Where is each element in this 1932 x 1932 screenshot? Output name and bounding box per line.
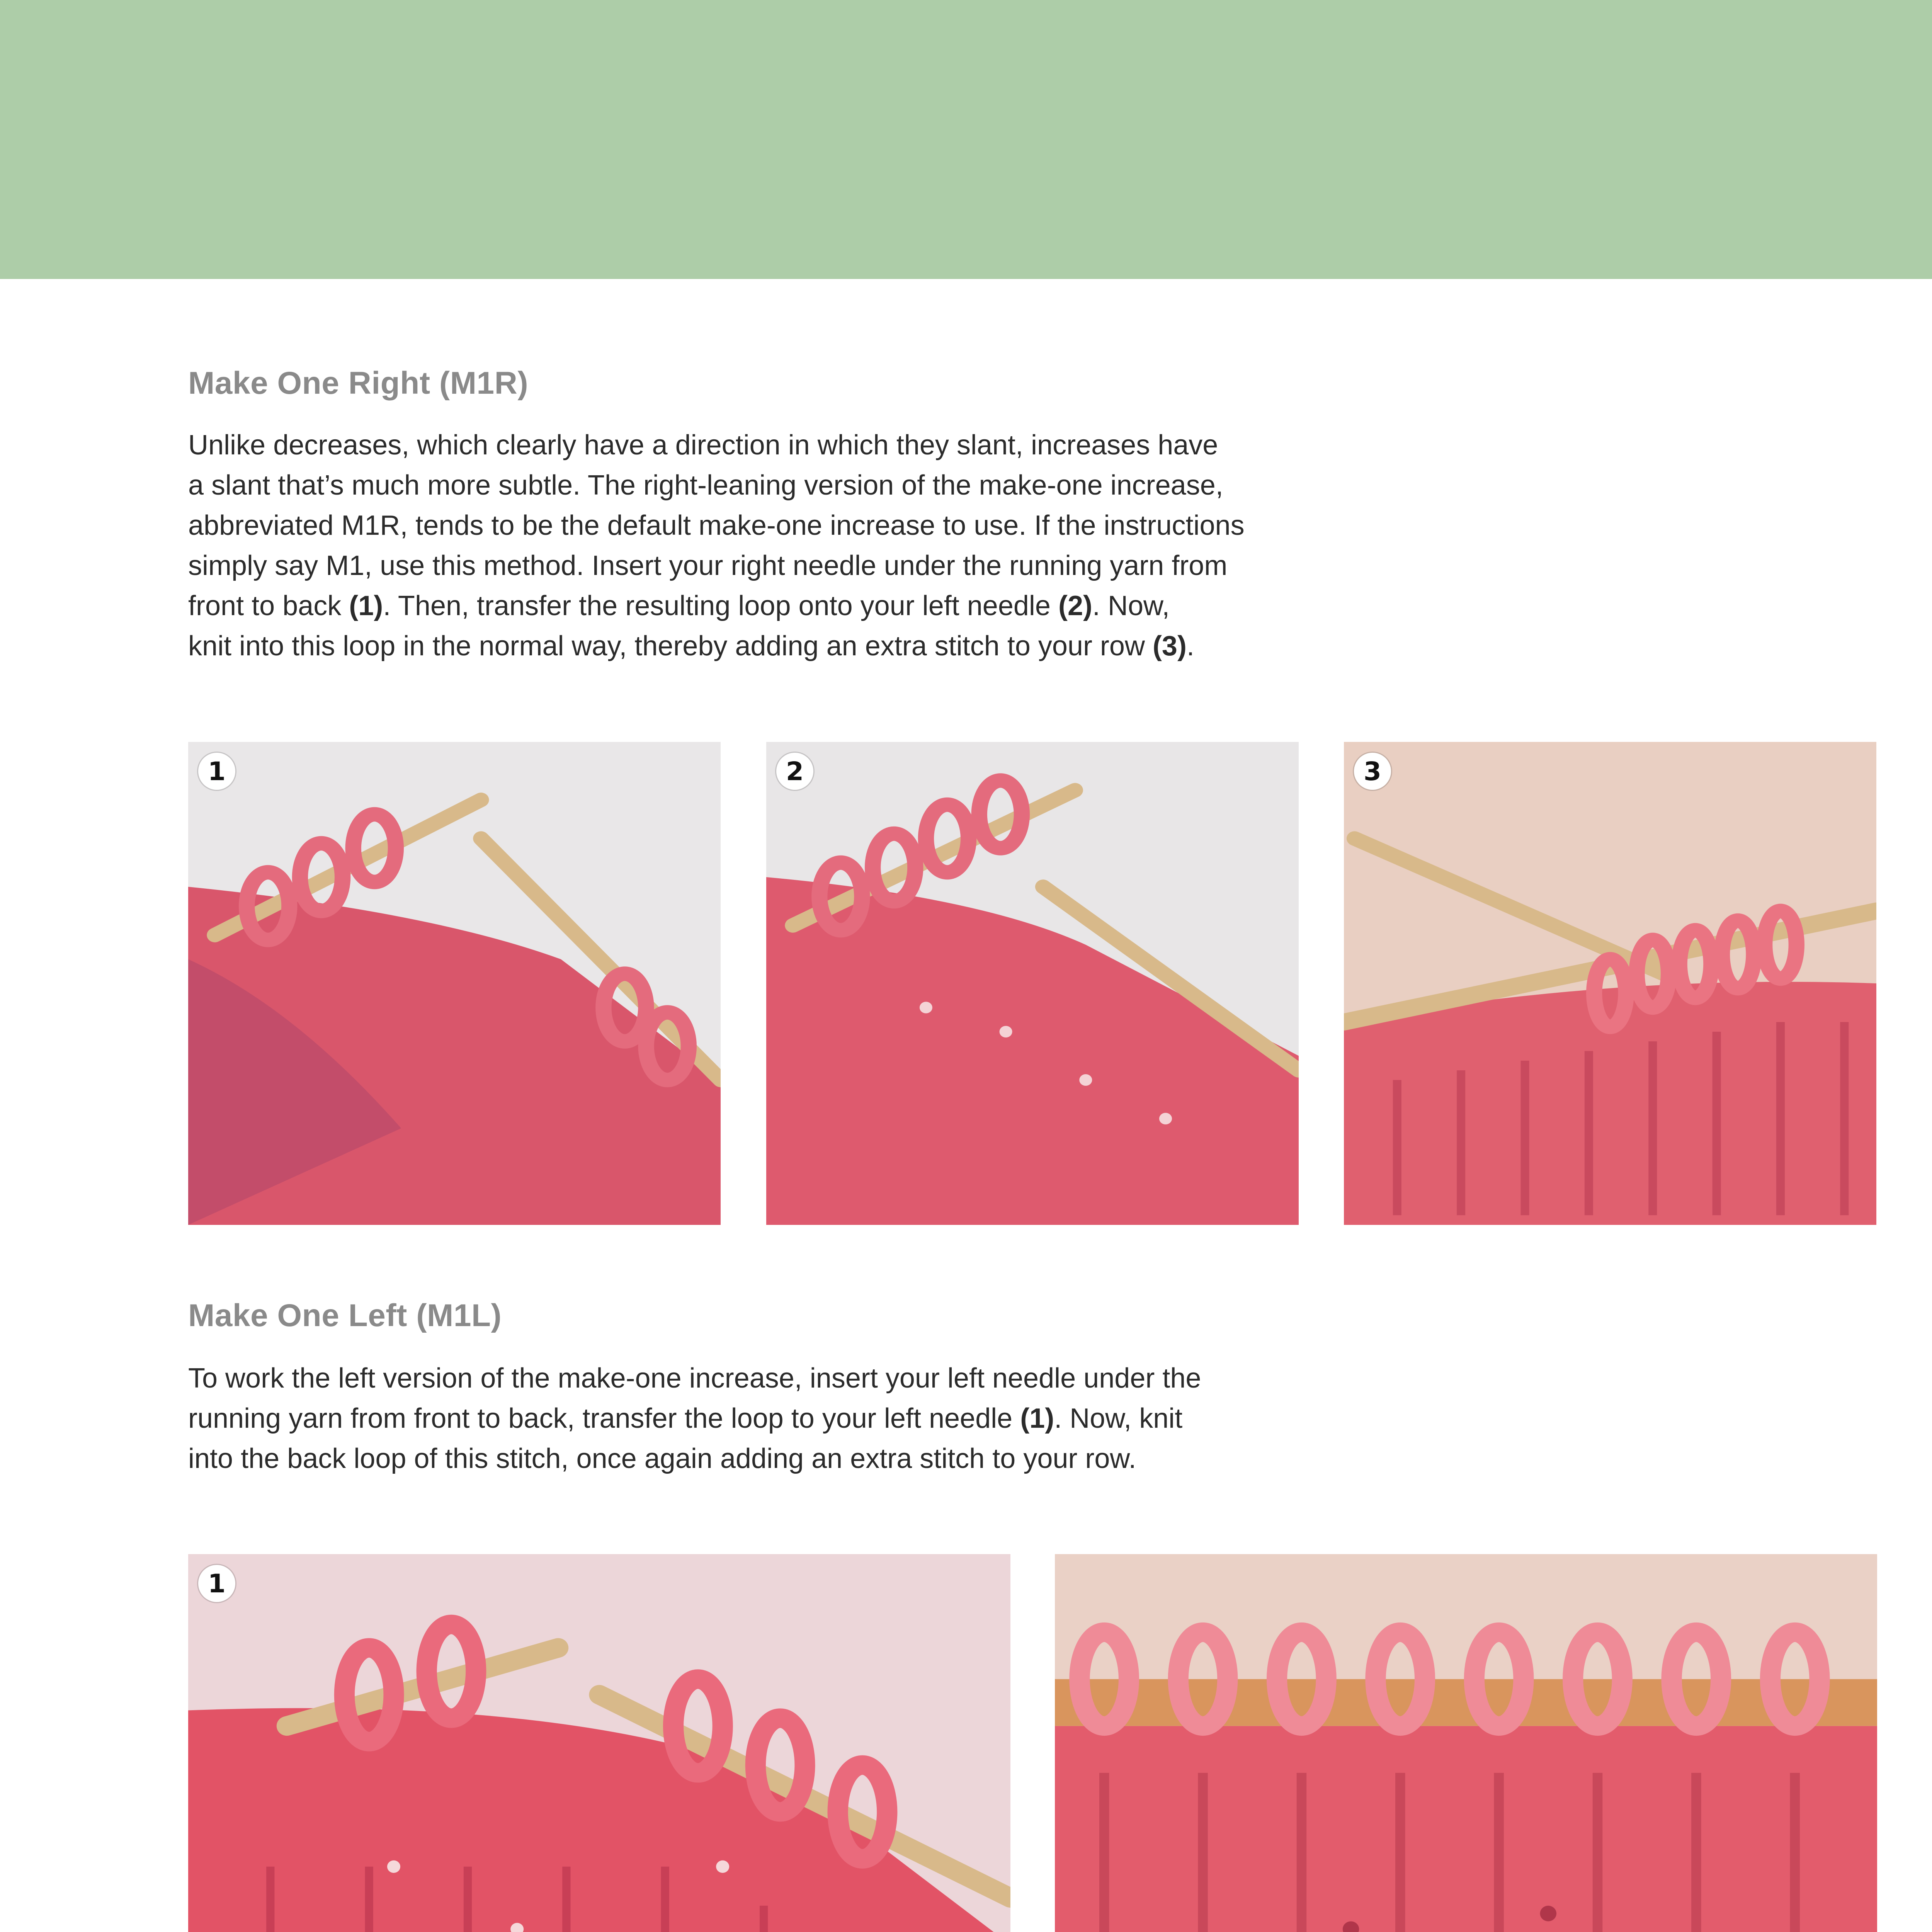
step-badge: 2 — [776, 753, 813, 790]
knitting-photo-icon — [766, 742, 1299, 1225]
m1r-photo-2 — [766, 742, 1299, 1225]
text-run: a slant that’s much more subtle. The right-leaning version of the make-one increase, — [188, 470, 1223, 501]
knitting-photo-icon — [1055, 1554, 1877, 1932]
step-reference: (1) — [349, 590, 383, 621]
m1r-paragraph — [188, 425, 1245, 666]
text-run: . Then, transfer the resulting loop onto your left needle — [383, 590, 1058, 621]
m1l-heading: Make One Left (M1L) — [188, 1298, 502, 1333]
m1r-photo-1 — [188, 742, 721, 1225]
m1l-paragraph — [188, 1358, 1201, 1479]
text-run: abbreviated M1R, tends to be the default make-one increase to use. If the instructions — [188, 510, 1245, 541]
header-band — [0, 0, 1932, 279]
m1l-photo-2 — [1055, 1554, 1877, 1932]
text-run: . — [1186, 631, 1194, 662]
m1r-heading: Make One Right (M1R) — [188, 366, 529, 401]
step-reference: (2) — [1058, 590, 1092, 621]
knitting-photo-icon — [188, 742, 721, 1225]
text-line — [188, 425, 1245, 465]
text-run: knit into this loop in the normal way, thereby adding an extra stitch to your row — [188, 631, 1153, 662]
text-run: . Now, — [1092, 590, 1170, 621]
text-line — [188, 546, 1245, 586]
text-line — [188, 626, 1245, 666]
step-badge: 1 — [198, 753, 235, 790]
step-badge: 3 — [1354, 753, 1391, 790]
text-run: into the back loop of this stitch, once again adding an extra stitch to your row. — [188, 1443, 1136, 1474]
text-line — [188, 1439, 1201, 1479]
m1r-photo-3 — [1344, 742, 1876, 1225]
knitting-photo-icon — [1344, 742, 1876, 1225]
text-line — [188, 465, 1245, 505]
text-line — [188, 1398, 1201, 1439]
text-line — [188, 1358, 1201, 1398]
text-run: running yarn from front to back, transfer the loop to your left needle — [188, 1403, 1020, 1434]
text-run: To work the left version of the make-one increase, insert your left needle under the — [188, 1363, 1201, 1394]
text-run: front to back — [188, 590, 349, 621]
knitting-photo-icon — [188, 1554, 1010, 1932]
step-reference: (1) — [1020, 1403, 1054, 1434]
text-run: Unlike decreases, which clearly have a direction in which they slant, increases have — [188, 430, 1218, 461]
m1l-photo-1 — [188, 1554, 1010, 1932]
step-badge: 1 — [198, 1565, 235, 1602]
text-run: simply say M1, use this method. Insert your right needle under the running yarn from — [188, 550, 1228, 581]
text-run: . Now, knit — [1054, 1403, 1183, 1434]
step-reference: (3) — [1152, 631, 1187, 662]
text-line — [188, 505, 1245, 546]
text-line — [188, 586, 1245, 626]
